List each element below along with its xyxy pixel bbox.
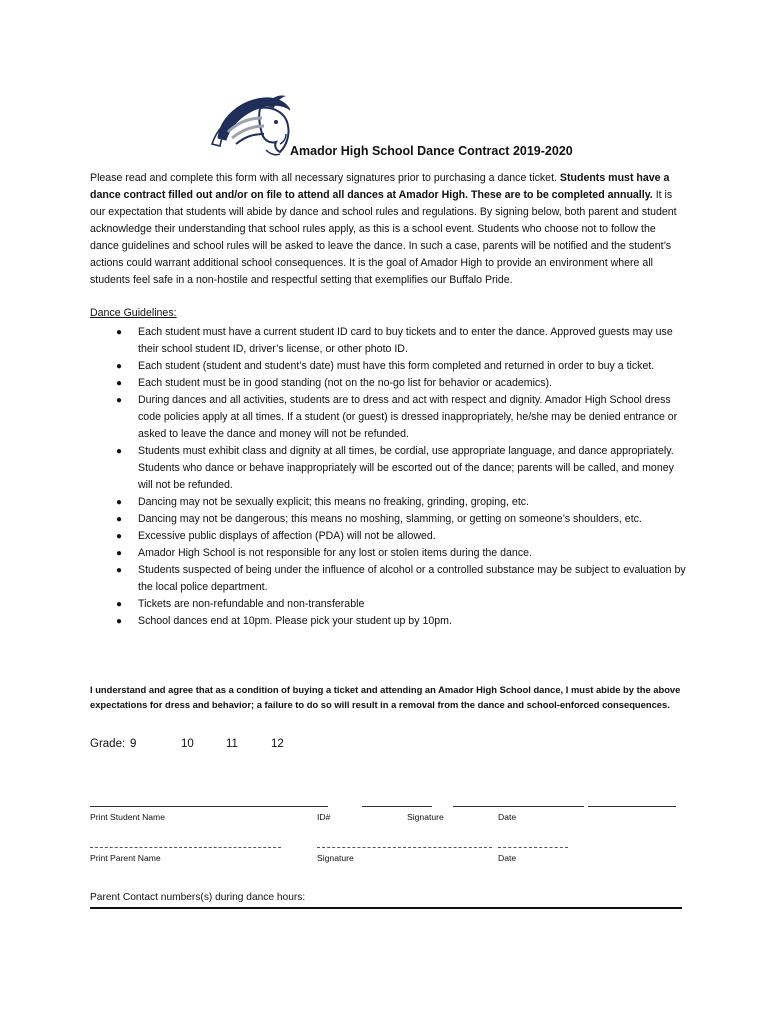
agreement-statement: I understand and agree that as a condition of buying a ticket and attending an Amador High School dance, I must abide by the above expectations for dress and behavior; a failure to do so will result in a removal from the dance and school-enforced consequences. [90, 684, 681, 710]
grade-option-11[interactable]: 11 [226, 738, 238, 750]
parent-contact-label: Parent Contact numbers(s) during dance hours: [90, 892, 306, 903]
print-student-name-label: Print Student Name [90, 812, 165, 822]
bullet-icon: ● [116, 531, 123, 542]
list-item [90, 443, 686, 494]
grade-option-10[interactable]: 10 [181, 738, 194, 750]
list-item-text: Dancing may not be dangerous; this means no moshing, slamming, or getting on someone’s shoulders, etc. [138, 513, 642, 525]
list-item [90, 613, 686, 630]
list-item [90, 562, 686, 596]
list-item [90, 545, 686, 562]
list-item-text: Students suspected of being under the influence of alcohol or a controlled substance may be subject to evaluation by the local police department. [138, 564, 686, 593]
list-item [90, 596, 686, 613]
parent-name-field[interactable] [90, 847, 281, 848]
intro-text-1: Please read and complete this form with all necessary signatures prior to purchasing a dance ticket. [90, 172, 560, 184]
list-item-text: Excessive public displays of affection (PDA) will not be allowed. [138, 530, 436, 542]
list-item-text: Each student (student and student’s date) must have this form completed and returned in order to buy a ticket. [138, 360, 655, 372]
intro-paragraph [90, 170, 682, 289]
list-item-text: During dances and all activities, students are to dress and act with respect and dignity. Amador High School dress code policies apply at all times. If a student (or guest) is dressed inappropriately, he/she may be denied entrance or asked to leave the dance and money will not be refunded. [138, 394, 678, 440]
list-item [90, 528, 686, 545]
parent-contact-field[interactable] [90, 907, 682, 909]
bullet-icon: ● [116, 497, 123, 508]
list-item [90, 358, 686, 375]
grade-option-12[interactable]: 12 [271, 738, 284, 750]
signature-label: Signature [407, 812, 444, 822]
bullet-icon: ● [116, 395, 123, 406]
intro-text-2: It is our expectation that students will abide by dance and school rules and regulations. By signing below, both parent and student acknowledge their understanding that school rules apply, as this is a school event. Students who choose not to follow the dance guidelines and school rules will be asked to leave the dance. In such a case, parents will be notified and the student’s actions could warrant additional school consequences. It is the goal of Amador High to provide an environment where all students feel safe in a non-hostile and respectful setting that exemplifies our Buffalo Pride. [90, 189, 677, 286]
list-item-text: Tickets are non-refundable and non-transferable [138, 598, 365, 610]
print-parent-name-label: Print Parent Name [90, 853, 161, 863]
list-item-text: Each student must be in good standing (not on the no-go list for behavior or academics). [138, 377, 552, 389]
intro-bold-text: Students must have a dance contract filled out and/or on file to attend all dances at Amador High. These are to be completed annually. [90, 172, 670, 201]
list-item-text: Students must exhibit class and dignity at all times, be cordial, use appropriate language, and dance appropriately. Students who dance or behave inappropriately will be escorted out of the dance; parents will be called, and money will not be refunded. [138, 445, 674, 491]
parent-signature-field[interactable] [317, 847, 492, 848]
bullet-icon: ● [116, 514, 123, 525]
student-name-field[interactable] [90, 806, 328, 807]
student-date-field[interactable] [588, 806, 676, 807]
bullet-icon: ● [116, 599, 123, 610]
list-item [90, 392, 686, 443]
parent-date-field[interactable] [498, 847, 568, 848]
bullet-icon: ● [116, 361, 123, 372]
grade-option-9[interactable]: 9 [130, 738, 137, 750]
guidelines-list [90, 324, 686, 630]
list-item-text: Amador High School is not responsible for any lost or stolen items during the dance. [138, 547, 532, 559]
parent-signature-label: Signature [317, 853, 354, 863]
grade-label: Grade: [90, 738, 126, 750]
bullet-icon: ● [116, 616, 123, 627]
bullet-icon: ● [116, 548, 123, 559]
bullet-icon: ● [116, 565, 123, 576]
list-item [90, 511, 686, 528]
guidelines-heading: Dance Guidelines: [90, 307, 177, 319]
bullet-icon: ● [116, 378, 123, 389]
bullet-icon: ● [116, 327, 123, 338]
list-item-text: School dances end at 10pm. Please pick your student up by 10pm. [138, 615, 452, 627]
list-item-text: Each student must have a current student ID card to buy tickets and to enter the dance. Approved guests may use their school student ID, driver’s license, or other photo ID. [138, 326, 673, 355]
buffalo-logo-icon [206, 92, 296, 158]
bullet-icon: ● [116, 446, 123, 457]
list-item [90, 324, 686, 358]
list-item [90, 494, 686, 511]
list-item [90, 375, 686, 392]
student-signature-field[interactable] [453, 806, 584, 807]
date-label: Date [498, 812, 517, 822]
list-item-text: Dancing may not be sexually explicit; this means no freaking, grinding, groping, etc. [138, 496, 530, 508]
id-label: ID# [317, 812, 331, 822]
student-id-field[interactable] [362, 806, 432, 807]
parent-date-label: Date [498, 853, 517, 863]
document-title: Amador High School Dance Contract 2019-2020 [290, 144, 573, 158]
